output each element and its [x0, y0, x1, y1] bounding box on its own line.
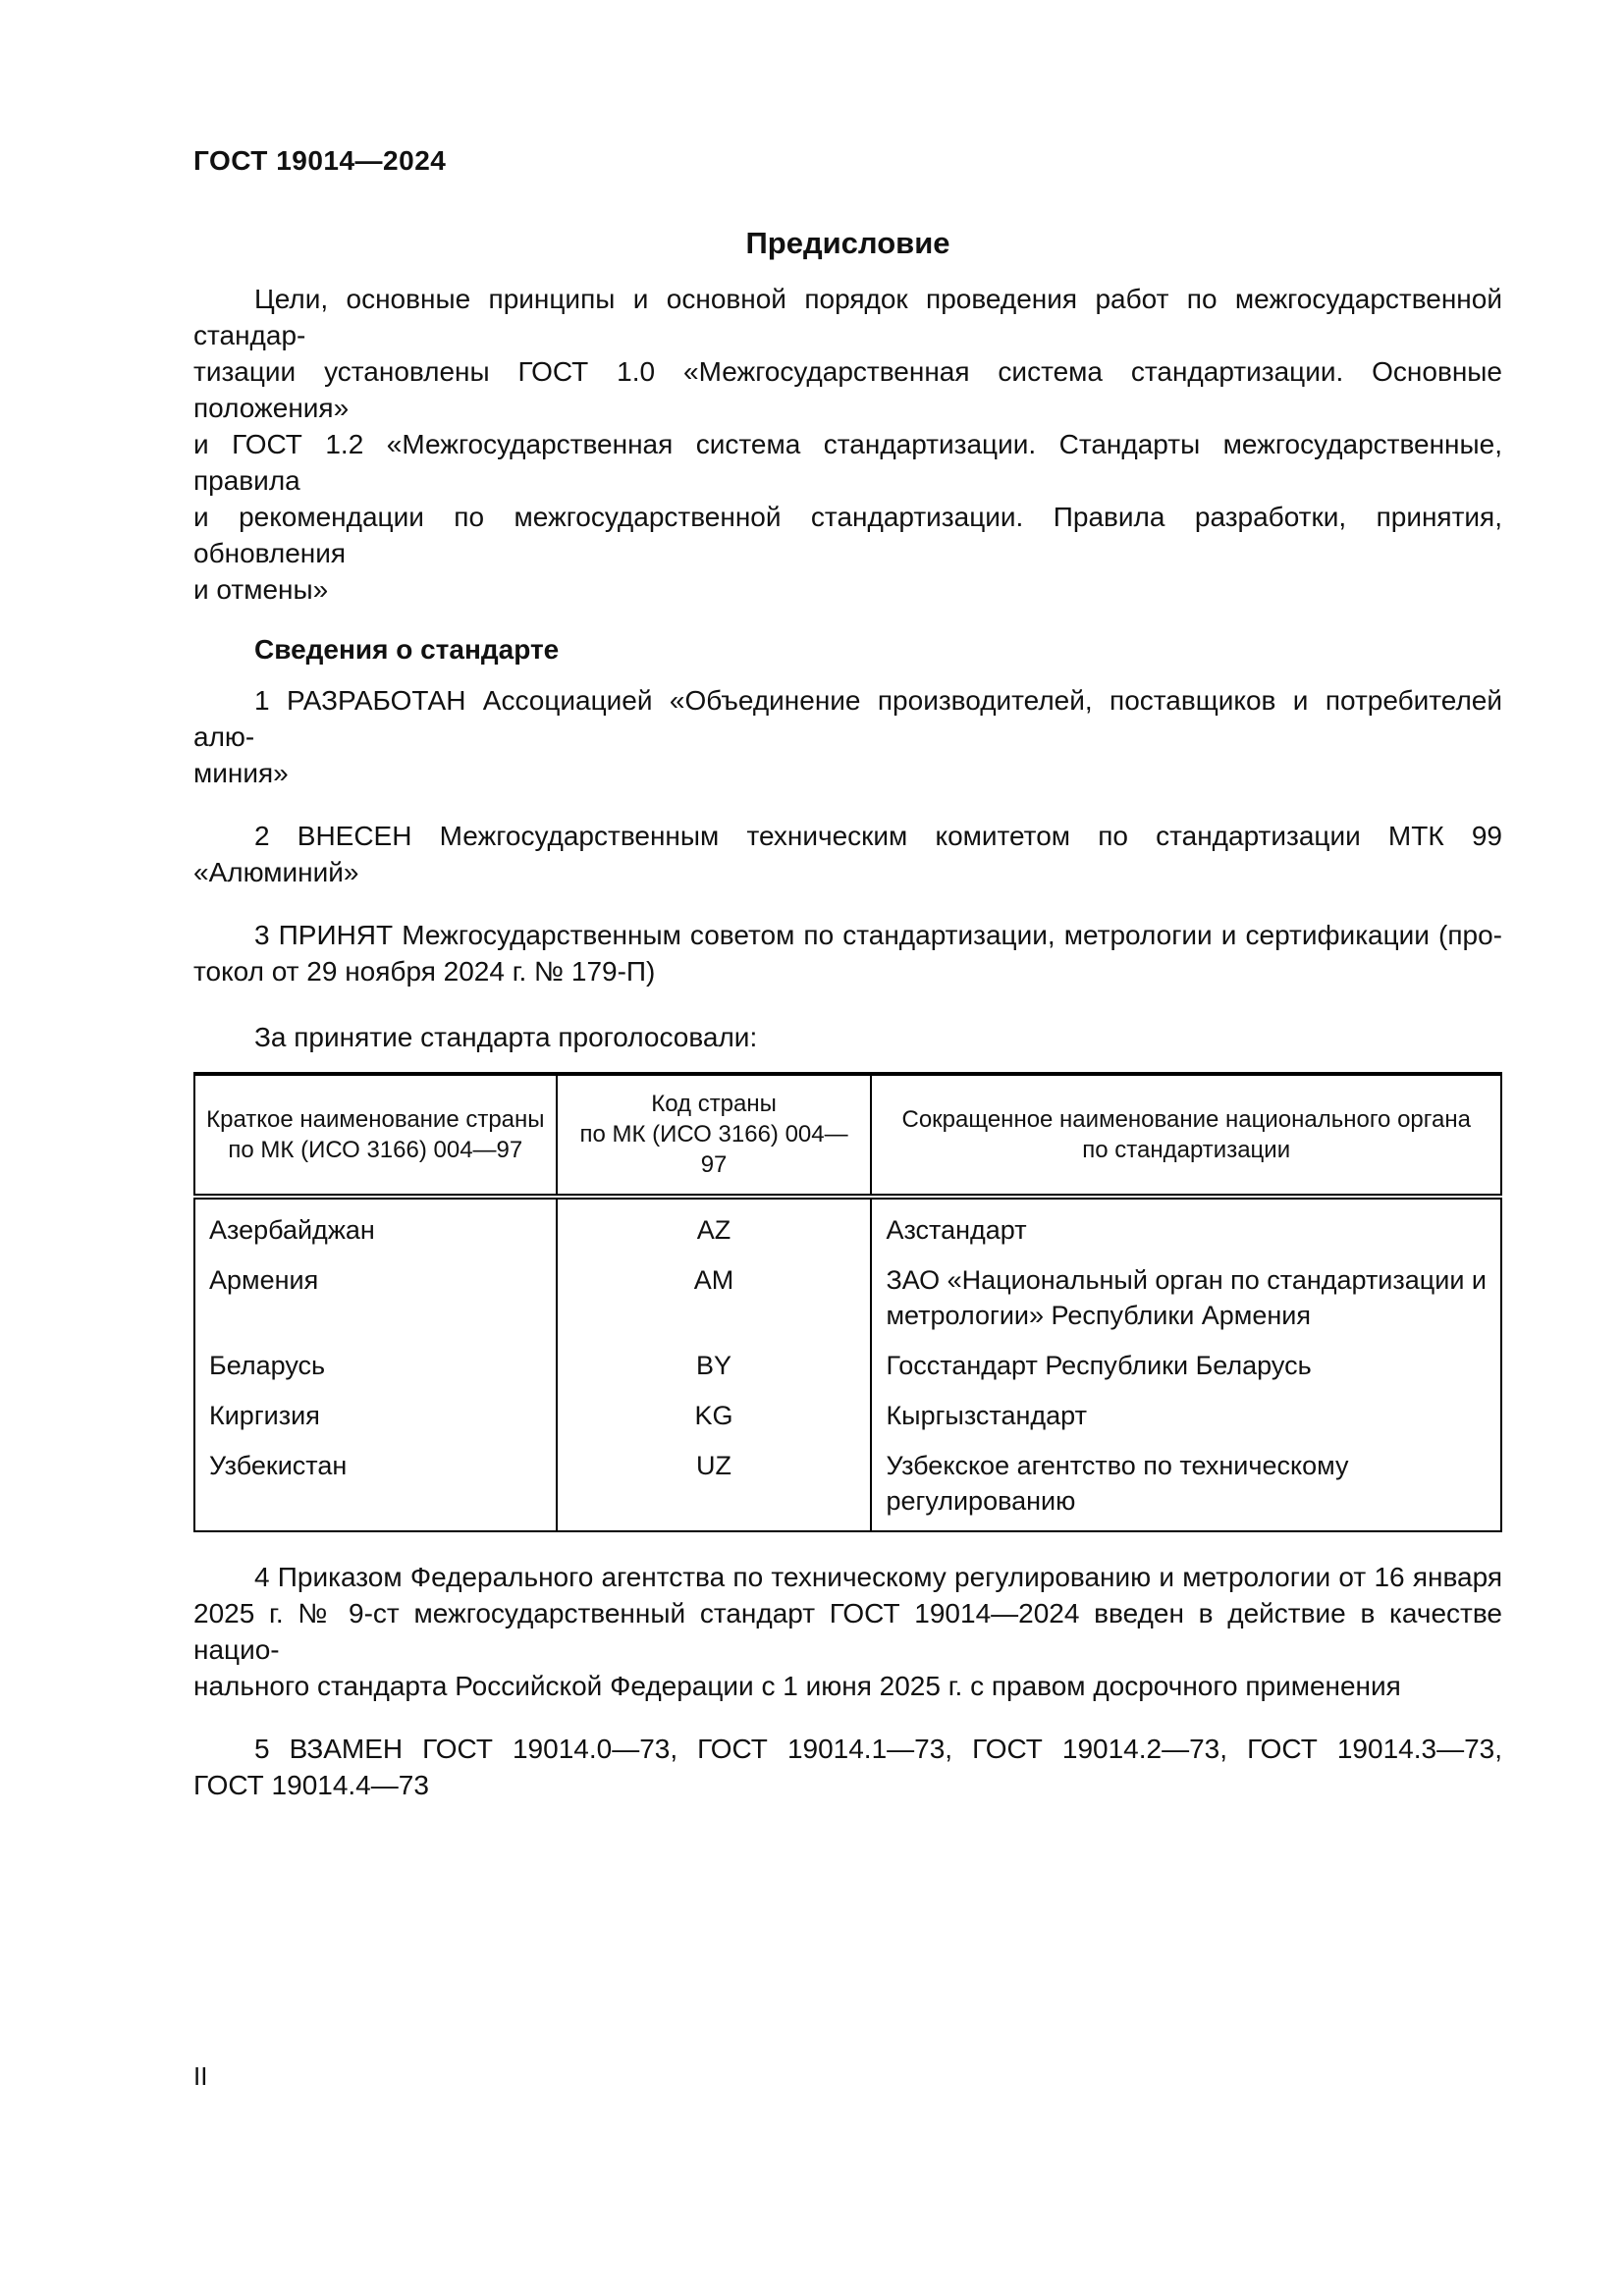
- text-line: 4 Приказом Федерального агентства по техническому регулированию и метрологии от 16 января: [254, 1562, 1502, 1592]
- code-cell: KG: [557, 1390, 872, 1440]
- country-cell: Азербайджан: [194, 1197, 557, 1255]
- text-line: Азстандарт: [886, 1215, 1027, 1245]
- text-line: Сокращенное наименование национального органа: [901, 1105, 1471, 1133]
- paragraph-item-5: [193, 1731, 1502, 1803]
- document-code: ГОСТ 19014—2024: [193, 145, 447, 176]
- text-line: и отмены»: [193, 574, 329, 605]
- text-line: Госстандарт Республики Беларусь: [886, 1351, 1312, 1380]
- page-title: Предисловие: [745, 226, 950, 260]
- table-header-org: [871, 1074, 1501, 1197]
- code-cell: UZ: [557, 1440, 872, 1531]
- text-line: миния»: [193, 758, 289, 788]
- page-number: II: [193, 2061, 208, 2091]
- page-content: [193, 145, 1502, 1803]
- text-line: и рекомендации по межгосударственной стандартизации. Правила разработки, принятия, обновления: [193, 502, 1502, 568]
- vote-intro-line: [193, 1019, 1502, 1055]
- text-line: по МК (ИСО 3166) 004—97: [228, 1136, 523, 1163]
- text-line: нального стандарта Российской Федерации с 1 июня 2025 г. с правом досрочного применения: [193, 1671, 1401, 1701]
- table-row: [194, 1197, 1501, 1255]
- voting-countries-table: [193, 1072, 1502, 1532]
- text-line: 1 РАЗРАБОТАН Ассоциацией «Объединение производителей, поставщиков и потребителей алю-: [193, 685, 1502, 752]
- paragraph-goals: [193, 281, 1502, 608]
- paragraph-item-4: [193, 1559, 1502, 1704]
- text-line: 3 ПРИНЯТ Межгосударственным советом по стандартизации, метрологии и сертификации (про-: [254, 920, 1502, 950]
- text-line: Цели, основные принципы и основной порядок проведения работ по межгосударственной стандар-: [193, 284, 1502, 350]
- text-line: Краткое наименование страны: [206, 1105, 545, 1133]
- text-line: Код страны: [651, 1091, 777, 1117]
- paragraph-item-3: [193, 917, 1502, 989]
- table-header-row: [194, 1074, 1501, 1197]
- text-line: по стандартизации: [1082, 1136, 1291, 1163]
- table-header-country: [194, 1074, 557, 1197]
- text-line: тизации установлены ГОСТ 1.0 «Межгосударственная система стандартизации. Основные положения»: [193, 356, 1502, 423]
- table-row: [194, 1340, 1501, 1390]
- country-cell: Беларусь: [194, 1340, 557, 1390]
- org-cell: [871, 1440, 1501, 1531]
- text-line: ГОСТ 19014.4—73: [193, 1770, 429, 1800]
- country-cell: Киргизия: [194, 1390, 557, 1440]
- table-row: [194, 1255, 1501, 1340]
- table-row: [194, 1390, 1501, 1440]
- org-cell: [871, 1197, 1501, 1255]
- table-row: [194, 1440, 1501, 1531]
- text-line: За принятие стандарта проголосовали:: [254, 1022, 758, 1052]
- code-cell: BY: [557, 1340, 872, 1390]
- text-line: токол от 29 ноября 2024 г. № 179-П): [193, 956, 656, 987]
- text-line: 2 ВНЕСЕН Межгосударственным техническим комитетом по стандартизации МТК 99 «Алюминий»: [193, 821, 1502, 887]
- text-line: по МК (ИСО 3166) 004—97: [579, 1121, 848, 1178]
- text-line: Кыргызстандарт: [886, 1401, 1087, 1430]
- section-heading: Сведения о стандарте: [254, 634, 560, 665]
- text-line: метрологии» Республики Армения: [886, 1301, 1311, 1330]
- text-line: 5 ВЗАМЕН ГОСТ 19014.0—73, ГОСТ 19014.1—73, ГОСТ 19014.2—73, ГОСТ 19014.3—73,: [254, 1734, 1502, 1764]
- text-line: Узбекское агентство по техническому регулированию: [886, 1451, 1349, 1516]
- table-header-code: [557, 1074, 872, 1197]
- paragraph-item-1: [193, 682, 1502, 791]
- org-cell: [871, 1390, 1501, 1440]
- org-cell: [871, 1340, 1501, 1390]
- country-cell: Армения: [194, 1255, 557, 1340]
- text-line: ЗАО «Национальный орган по стандартизации и: [886, 1265, 1487, 1295]
- paragraph-item-2: [193, 818, 1502, 890]
- text-line: и ГОСТ 1.2 «Межгосударственная система стандартизации. Стандарты межгосударственные, правила: [193, 429, 1502, 496]
- org-cell: [871, 1255, 1501, 1340]
- code-cell: AM: [557, 1255, 872, 1340]
- country-cell: Узбекистан: [194, 1440, 557, 1531]
- code-cell: AZ: [557, 1197, 872, 1255]
- text-line: 2025 г. № 9-ст межгосударственный стандарт ГОСТ 19014—2024 введен в действие в качестве нацио-: [193, 1598, 1502, 1665]
